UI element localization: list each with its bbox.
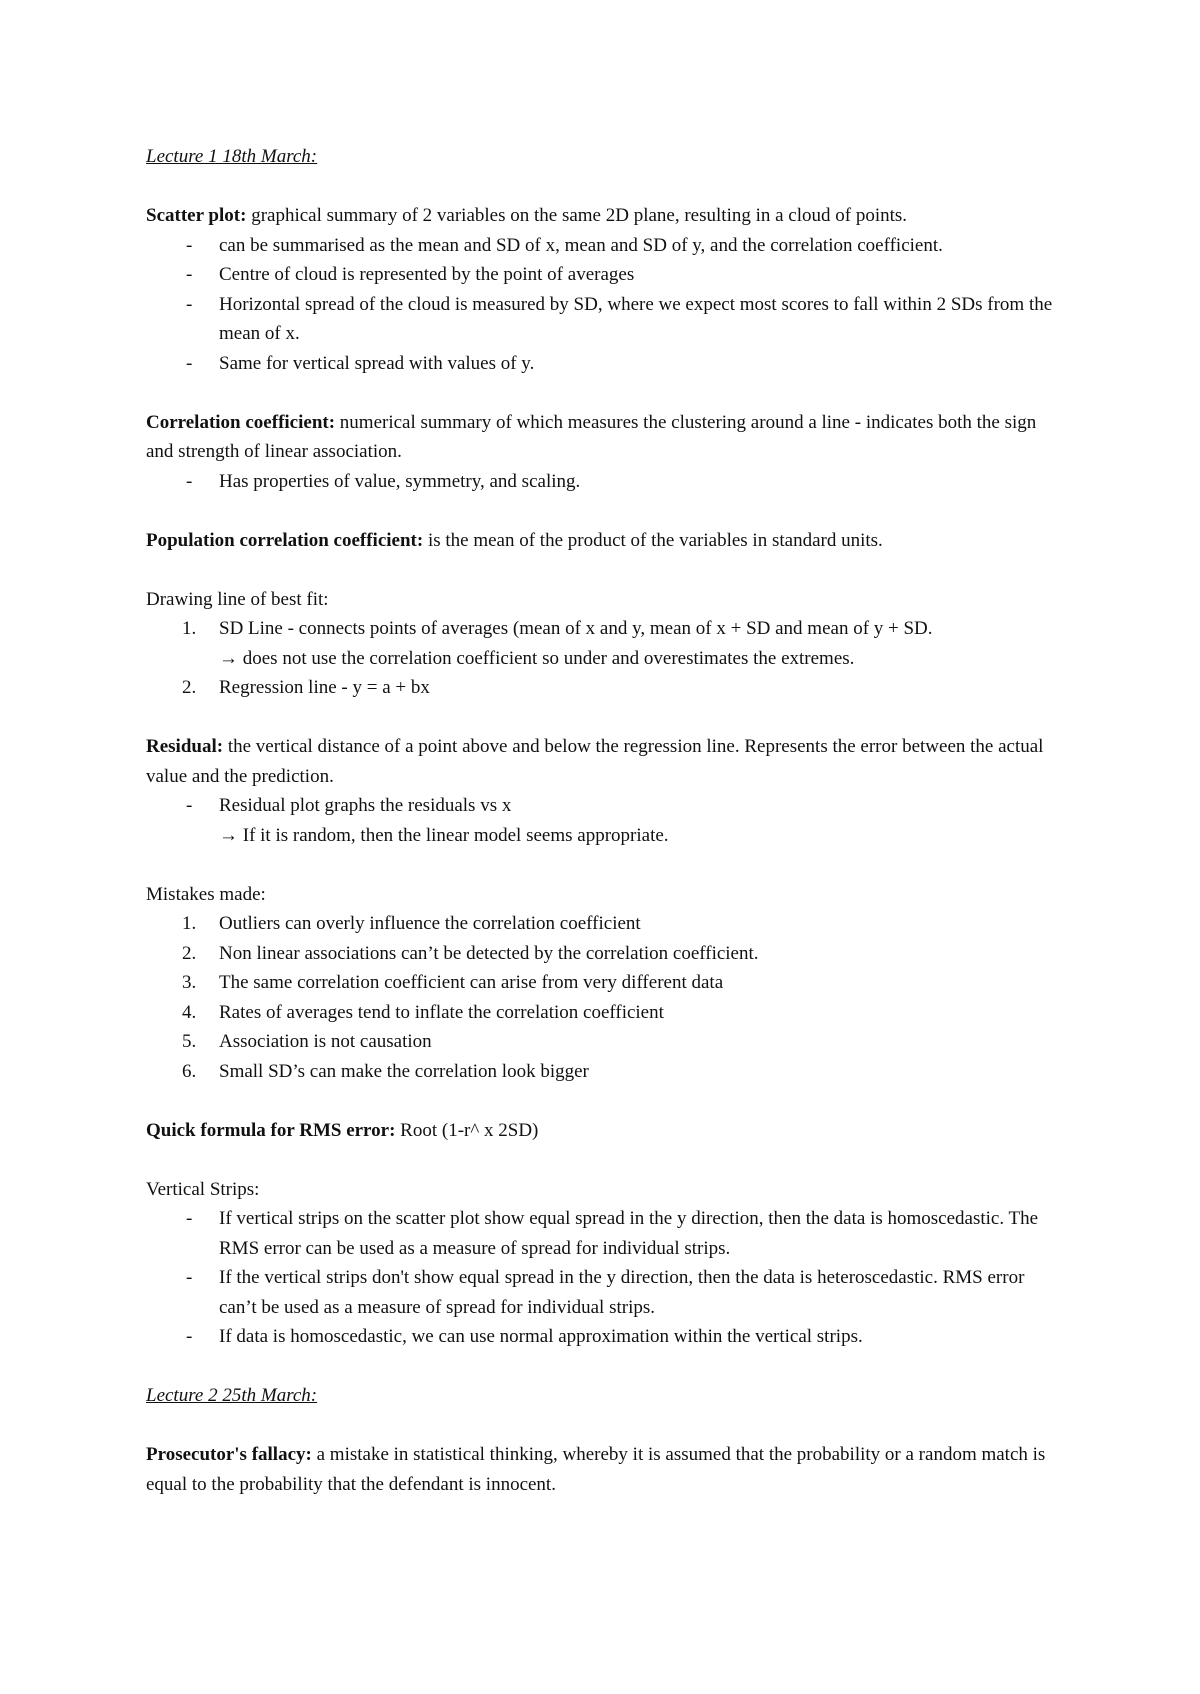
scatter-plot-text: graphical summary of 2 variables on the same 2D plane, resulting in a cloud of points. (246, 205, 908, 226)
list-item: 6. Small SD’s can make the correlation look bigger (182, 1060, 589, 1082)
residual-text: the vertical distance of a point above and below the regression line. Represents the error between the actual value and the prediction. (146, 736, 1044, 787)
scatter-plot-list (146, 231, 1066, 379)
vertical-strips-list (146, 1204, 1066, 1352)
best-fit-note: → does not use the correlation coefficient so under and overestimates the extremes. (219, 647, 855, 669)
prosecutors-fallacy-text: a mistake in statistical thinking, whereby it is assumed that the probability or a random match is equal to the probability that the defendant is innocent. (146, 1444, 1046, 1495)
population-correlation-definition (146, 526, 1066, 556)
residual-term: Residual: (146, 736, 224, 757)
list-item: 1. Outliers can overly influence the correlation coefficient (182, 913, 641, 934)
population-correlation-text: is the mean of the product of the variables in standard units. (423, 529, 883, 551)
correlation-coefficient-text: numerical summary of which measures the clustering around a line - indicates both the sign and strength of linear association. (146, 411, 1037, 462)
list-item: 5. Association is not causation (182, 1031, 432, 1052)
document-page (146, 142, 1066, 1499)
list-item: - Same for vertical spread with values of y. (186, 352, 535, 374)
mistakes-intro: Mistakes made: (146, 883, 266, 905)
best-fit-list (146, 614, 1066, 703)
mistakes-list (146, 909, 1066, 1086)
rms-formula-text: Root (1-r^ x 2SD) (395, 1119, 539, 1141)
correlation-coefficient-term: Correlation coefficient: (146, 411, 336, 433)
list-item: - If data is homoscedastic, we can use normal approximation within the vertical strips. (186, 1326, 863, 1347)
correlation-coefficient-definition (146, 408, 1066, 467)
lecture-1-heading: Lecture 1 18th March: (146, 146, 318, 167)
scatter-plot-term: Scatter plot: (146, 205, 247, 226)
population-correlation-term: Population correlation coefficient: (146, 529, 424, 551)
vertical-strips-intro: Vertical Strips: (146, 1178, 260, 1200)
prosecutors-fallacy-term: Prosecutor's fallacy: (146, 1444, 312, 1465)
rms-formula (146, 1116, 1066, 1146)
list-item: - If vertical strips on the scatter plot show equal spread in the y direction, then the data is homoscedastic. The RMS error can be used as a measure of spread for individual strips. (186, 1208, 1039, 1259)
list-item: 2. Regression line - y = a + bx (182, 677, 430, 698)
correlation-list (146, 467, 1066, 497)
list-item: 2. Non linear associations can’t be detected by the correlation coefficient. (182, 942, 759, 964)
residual-list (146, 791, 1066, 850)
list-item: - can be summarised as the mean and SD of x, mean and SD of y, and the correlation coefficient. (186, 234, 943, 256)
rms-formula-term: Quick formula for RMS error: (146, 1119, 396, 1141)
list-item: 3. The same correlation coefficient can arise from very different data (182, 972, 724, 993)
list-item: - Horizontal spread of the cloud is measured by SD, where we expect most scores to fall within 2 SDs from the mean of x. (186, 293, 1053, 344)
lecture-2-heading: Lecture 2 25th March: (146, 1385, 318, 1406)
list-item: - If the vertical strips don't show equal spread in the y direction, then the data is heteroscedastic. RMS error can’t be used as a measure of spread for individual strips. (186, 1267, 1025, 1318)
best-fit-intro: Drawing line of best fit: (146, 588, 329, 610)
list-item: 4. Rates of averages tend to inflate the correlation coefficient (182, 1001, 664, 1023)
list-item: - Residual plot graphs the residuals vs x → If it is random, then the linear model seems appropriate. (146, 791, 1066, 850)
prosecutors-fallacy-definition (146, 1440, 1066, 1499)
list-item: - Has properties of value, symmetry, and scaling. (186, 470, 581, 492)
residual-note: → If it is random, then the linear model seems appropriate. (219, 824, 669, 846)
scatter-plot-definition (146, 201, 1066, 231)
list-item: - Centre of cloud is represented by the point of averages (186, 264, 635, 285)
residual-definition (146, 732, 1066, 791)
list-item: 1. SD Line - connects points of averages (mean of x and y, mean of x + SD and mean of y + SD. → does not use the correlation coefficient so under and overestimates the extremes. (146, 614, 1066, 673)
